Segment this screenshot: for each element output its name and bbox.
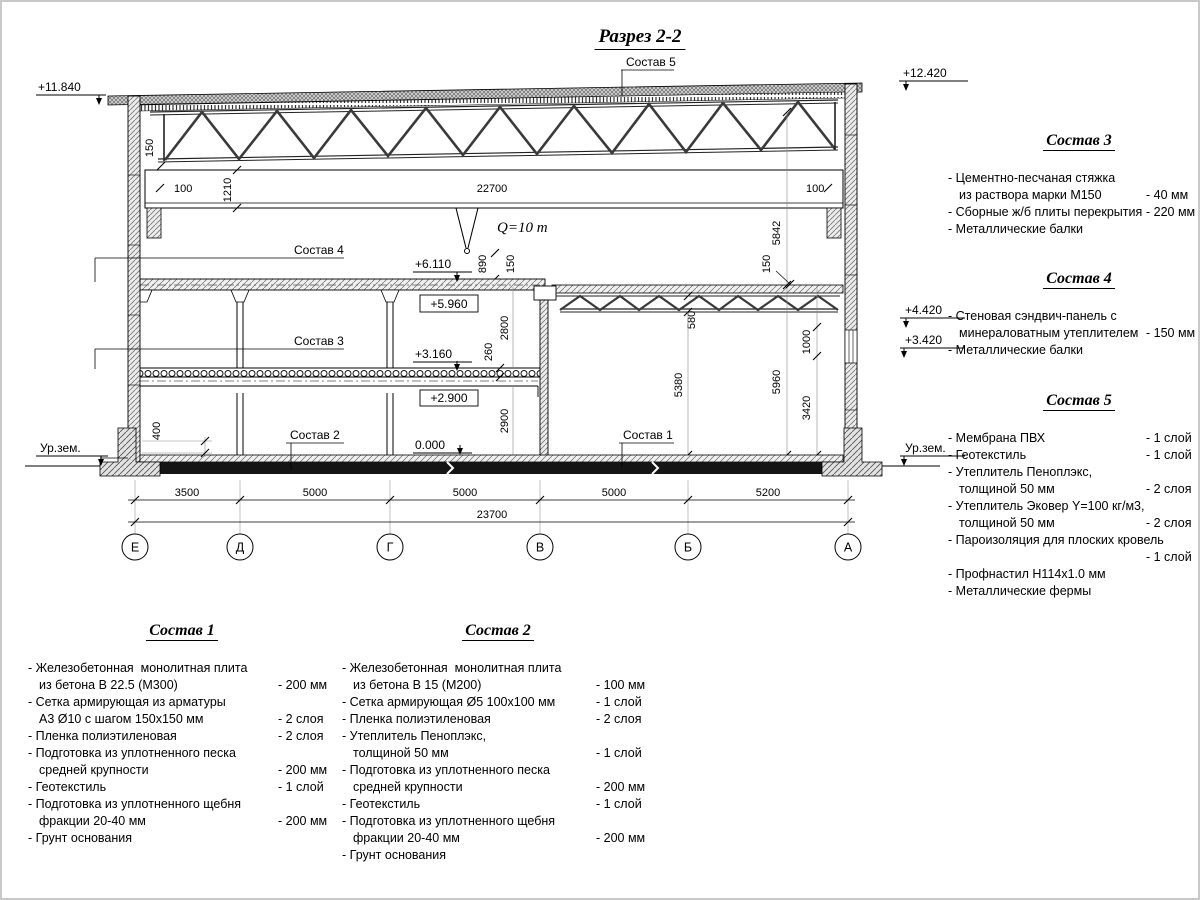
composition-line: минераловатным утеплителем - 150 мм [959, 326, 1196, 340]
composition-line: фракции 20-40 мм - 200 мм [353, 831, 646, 845]
ground-level-left: Ур.зем. [40, 441, 81, 455]
composition-line: толщиной 50 мм - 1 слой [353, 746, 642, 760]
composition-title: Состав 4 [948, 270, 1200, 289]
dim-2800: 2800 [499, 315, 511, 341]
dim-1210: 1210 [222, 177, 234, 203]
composition-lines [948, 308, 1200, 359]
composition-line: - Металлические фермы [948, 584, 1092, 598]
composition-line: - Металлические балки [948, 343, 1083, 357]
elev-2900: +2.900 [430, 391, 468, 405]
composition-lines [342, 660, 654, 864]
dim-total: 23700 [476, 509, 508, 521]
composition-list-1 [28, 622, 336, 847]
axis-b: Б [683, 540, 693, 555]
composition-line: - Утеплитель Пеноплэкс, [948, 465, 1093, 479]
dim-580: 580 [686, 310, 698, 330]
composition-line: - Профнастил Н114х1.0 мм [948, 567, 1106, 581]
ground-level-right: Ур.зем. [905, 441, 946, 455]
dim-150-left: 150 [144, 138, 156, 158]
dim-bay-1: 3500 [174, 487, 200, 499]
composition-line: - Грунт основания [28, 831, 133, 845]
composition-line: средней крупности - 200 мм [39, 763, 328, 777]
page-title: Разрез 2-2 [595, 26, 686, 50]
composition-line: - Подготовка из уплотненного щебня [342, 814, 556, 828]
composition-line: - Грунт основания [342, 848, 447, 862]
dim-2900: 2900 [499, 408, 511, 434]
composition-lines [28, 660, 336, 847]
elev-3160: +3.160 [415, 347, 453, 361]
composition-line: - Сетка армирующая Ø5 100х100 мм - 1 слой [342, 695, 642, 709]
right-ceiling-truss [534, 285, 843, 312]
dim-bay-5: 5200 [755, 487, 781, 499]
composition-line: из бетона В 15 (М200) - 100 мм [353, 678, 646, 692]
composition-line: - Геотекстиль - 1 слой [948, 448, 1192, 462]
axis-g: Г [386, 540, 394, 555]
composition-lines [948, 170, 1200, 238]
composition-line: - Железобетонная монолитная плита [28, 661, 248, 675]
composition-line: - Мембрана ПВХ - 1 слой [948, 431, 1192, 445]
roof-truss [150, 100, 838, 162]
dim-bay-4: 5000 [601, 487, 627, 499]
dim-150-mid: 150 [505, 254, 517, 274]
dim-1000: 1000 [801, 329, 813, 355]
composition-title: Состав 5 [948, 392, 1200, 411]
composition-line: - Утеплитель Эковер Y=100 кг/м3, [948, 499, 1145, 513]
dim-bay-2: 5000 [302, 487, 328, 499]
crane-load-label: Q=10 т [497, 220, 548, 236]
dim-3420: 3420 [801, 395, 813, 421]
composition-line: - Железобетонная монолитная плита [342, 661, 562, 675]
dim-890: 890 [477, 254, 489, 274]
floor-3160 [140, 368, 545, 455]
composition-line: - Цементно-песчаная стяжка [948, 171, 1116, 185]
composition-line: - Подготовка из уплотненного песка [342, 763, 550, 777]
bottom-dimensions [128, 480, 855, 534]
label-sostav5: Состав 5 [626, 55, 676, 69]
dim-260: 260 [483, 342, 495, 362]
composition-list-5 [948, 392, 1200, 600]
composition-line: - Пленка полиэтиленовая - 2 слоя [342, 712, 642, 726]
elev-left-top: +11.840 [38, 80, 81, 94]
dim-100-left: 100 [174, 183, 193, 195]
dim-5380: 5380 [673, 372, 685, 398]
composition-line: А3 Ø10 с шагом 150х150 мм - 2 слоя [39, 712, 324, 726]
composition-line: толщиной 50 мм - 2 слоя [959, 482, 1192, 496]
composition-line: - Утеплитель Пеноплэкс, [342, 729, 487, 743]
axis-d: Д [235, 540, 245, 555]
label-sostav1: Состав 1 [623, 428, 673, 442]
label-sostav4: Состав 4 [294, 243, 344, 257]
roof-slab [108, 83, 862, 111]
elev-right-top: +12.420 [903, 66, 947, 80]
composition-line: - Сетка армирующая из арматуры [28, 695, 226, 709]
composition-line: - Пленка полиэтиленовая - 2 слоя [28, 729, 324, 743]
composition-line: - 1 слой [1146, 550, 1192, 564]
composition-line: - Пароизоляция для плоских кровель [948, 533, 1164, 547]
axis-e: Е [130, 540, 140, 555]
composition-list-4 [948, 270, 1200, 359]
composition-title: Состав 1 [28, 622, 336, 641]
dim-22700: 22700 [476, 183, 508, 195]
label-sostav3: Состав 3 [294, 334, 344, 348]
dim-400: 400 [151, 421, 163, 441]
label-sostav2: Состав 2 [290, 428, 340, 442]
composition-title: Состав 3 [948, 132, 1200, 151]
composition-line: фракции 20-40 мм - 200 мм [39, 814, 328, 828]
crane-beam [145, 166, 843, 238]
composition-line: из раствора марки М150 - 40 мм [959, 188, 1189, 202]
composition-line: - Подготовка из уплотненного песка [28, 746, 236, 760]
elev-3420: +3.420 [905, 333, 943, 347]
composition-line: - Стеновая сэндвич-панель с [948, 309, 1117, 323]
dim-bay-3: 5000 [452, 487, 478, 499]
composition-line: - Металлические балки [948, 222, 1083, 236]
composition-line: - Геотекстиль - 1 слой [342, 797, 642, 811]
dim-5842: 5842 [771, 220, 783, 246]
composition-list-3 [948, 132, 1200, 238]
elev-5960: +5.960 [430, 297, 468, 311]
composition-line: - Подготовка из уплотненного щебня [28, 797, 242, 811]
elev-4420: +4.420 [905, 303, 943, 317]
composition-title: Состав 2 [342, 622, 654, 641]
composition-lines [948, 430, 1200, 600]
dim-150-right: 150 [761, 254, 773, 274]
elev-0000: 0.000 [415, 438, 446, 452]
composition-line: из бетона В 22.5 (М300) - 200 мм [39, 678, 328, 692]
composition-line: - Геотекстиль - 1 слой [28, 780, 324, 794]
composition-line: средней крупности - 200 мм [353, 780, 646, 794]
axis-bubbles [122, 534, 861, 560]
dim-5960: 5960 [771, 369, 783, 395]
elev-6110: +6.110 [415, 257, 452, 271]
dim-100-right: 100 [806, 183, 825, 195]
axis-a: А [843, 540, 853, 555]
composition-line: толщиной 50 мм - 2 слоя [959, 516, 1192, 530]
axis-v: В [535, 540, 545, 555]
composition-line: - Сборные ж/б плиты перекрытия - 220 мм [948, 205, 1196, 219]
crane-hook [456, 208, 478, 254]
composition-list-2 [342, 622, 654, 864]
